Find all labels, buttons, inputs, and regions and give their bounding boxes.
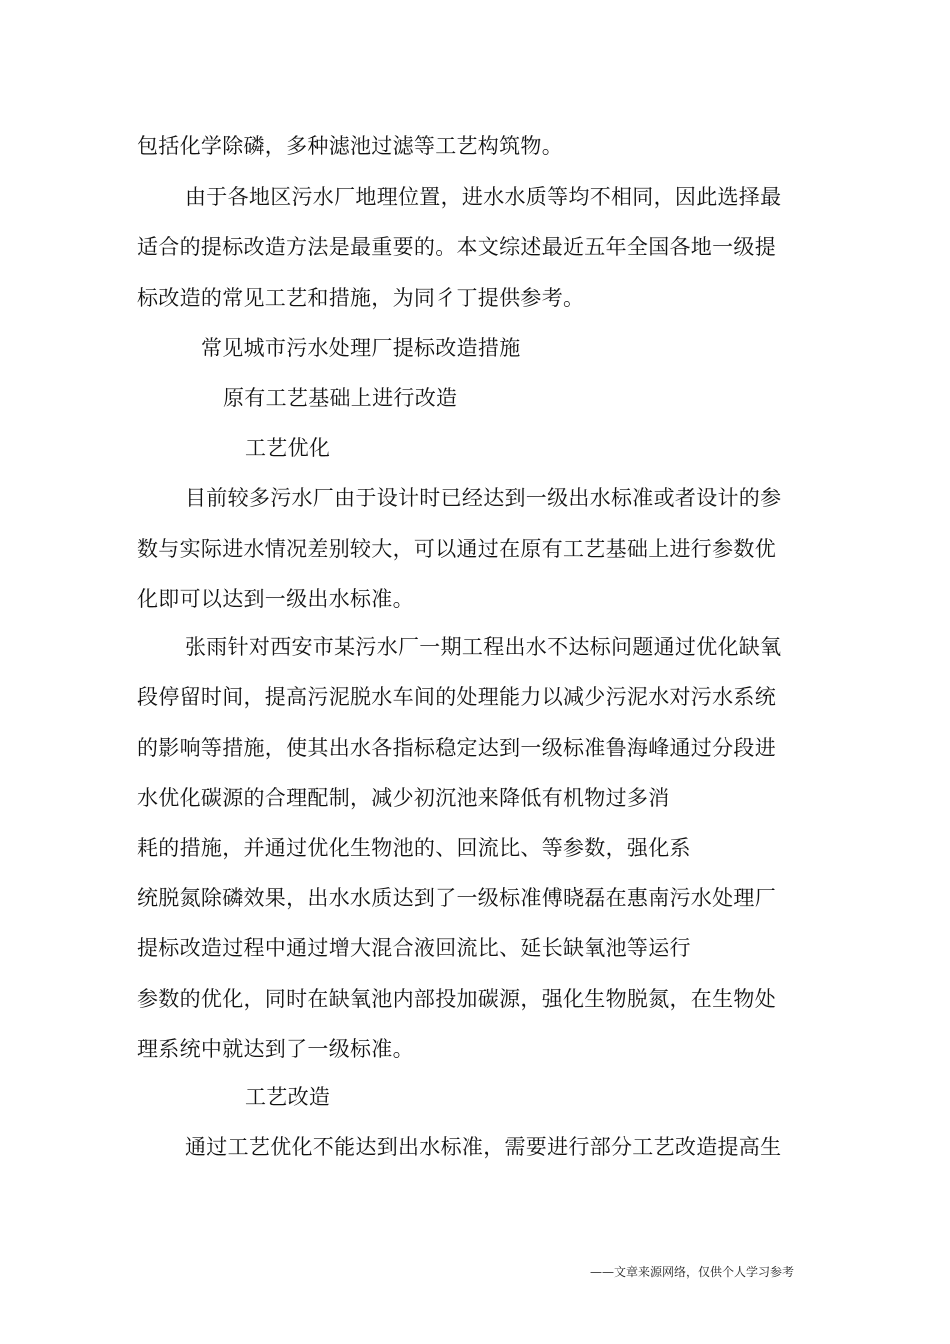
paragraph-line: 目前较多污水厂由于设计时已经达到一级出水标准或者设计的参 bbox=[185, 486, 782, 510]
paragraph-line: 由于各地区污水厂地理位置，进水水质等均不相同，因此选择最 bbox=[185, 185, 782, 209]
paragraph-line: 参数的优化，同时在缺氧池内部投加碳源，强化生物脱氮，在生物处 bbox=[137, 987, 776, 1011]
page-footer: ——文章来源网络，仅供个人学习参考 bbox=[590, 1265, 795, 1279]
subsection-heading: 原有工艺基础上进行改造 bbox=[223, 386, 458, 410]
paragraph-line: 水优化碳源的合理配制，减少初沉池来降低有机物过多消 bbox=[137, 786, 670, 810]
sub-subsection-heading: 工艺改造 bbox=[245, 1085, 331, 1109]
paragraph-line: 数与实际进水情况差别较大，可以通过在原有工艺基础上进行参数优 bbox=[137, 537, 776, 561]
paragraph-line: 张雨针对西安市某污水厂一期工程出水不达标问题通过优化缺氧 bbox=[185, 635, 782, 659]
paragraph-line: 段停留时间，提高污泥脱水车间的处理能力以减少污泥水对污水系统 bbox=[137, 685, 776, 709]
paragraph-line: 理系统中就达到了一级标准。 bbox=[137, 1037, 414, 1061]
section-heading: 常见城市污水处理厂提标改造措施 bbox=[201, 336, 521, 360]
paragraph-line: 通过工艺优化不能达到出水标准，需要进行部分工艺改造提高生 bbox=[185, 1135, 782, 1159]
paragraph-line: 标改造的常见工艺和措施，为同彳丁提供参考。 bbox=[137, 286, 585, 310]
paragraph-line: 的影响等措施，使其出水各指标稳定达到一级标准鲁海峰通过分段进 bbox=[137, 736, 776, 760]
body-text-line: 包括化学除磷，多种滤池过滤等工艺构筑物。 bbox=[137, 134, 563, 158]
sub-subsection-heading: 工艺优化 bbox=[245, 436, 331, 460]
paragraph-line: 化即可以达到一级出水标准。 bbox=[137, 587, 414, 611]
paragraph-line: 统脱氮除磷效果，出水水质达到了一级标准傅晓磊在惠南污水处理厂 bbox=[137, 886, 776, 910]
paragraph-line: 耗的措施，并通过优化生物池的、回流比、等参数，强化系 bbox=[137, 836, 691, 860]
paragraph-line: 适合的提标改造方法是最重要的。本文综述最近五年全国各地一级提 bbox=[137, 235, 776, 259]
paragraph-line: 提标改造过程中通过增大混合液回流比、延长缺氧池等运行 bbox=[137, 936, 691, 960]
